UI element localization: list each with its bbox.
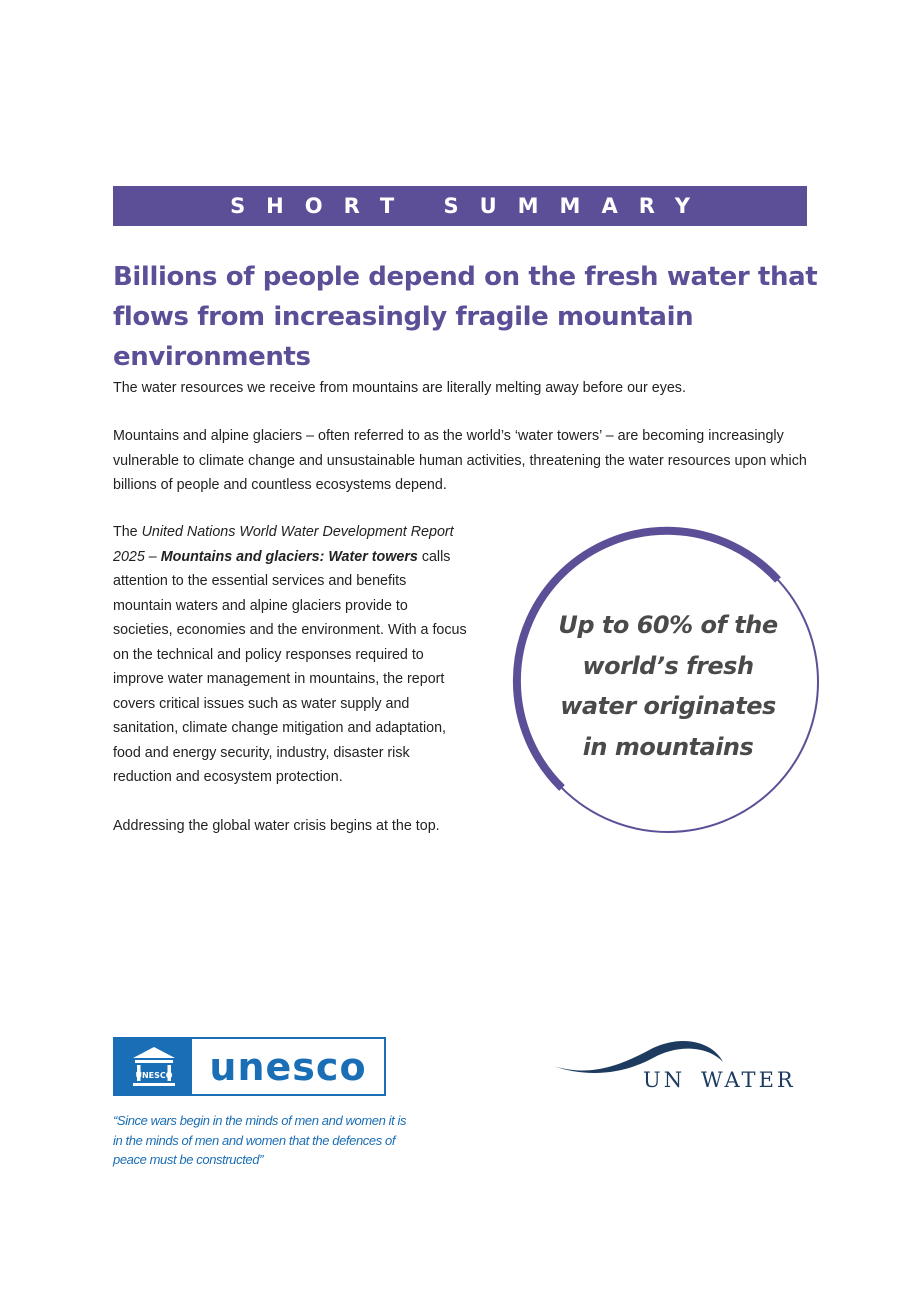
headline: Billions of people depend on the fresh water that flows from increasingly fragile mountain environments [113,262,818,372]
banner-label: SHORT SUMMARY [230,194,711,218]
water-text: WATER [701,1068,796,1092]
short-summary-banner [113,186,807,226]
report-description: calls attention to the essential services and benefits mountain waters and alpine glaciers provide to societies, economies and the environment. With a focus on the technical and policy responses required to improve water management in mountains, the report covers critical issues such as water supply and sanitation, climate change mitigation and adaptation, food and energy security, industry, disaster risk reduction and ecosystem protection. [113,548,467,785]
unesco-wordmark: unesco [209,1044,367,1089]
wave-icon [553,1041,723,1073]
report-subtitle: Mountains and glaciers: Water towers [160,548,418,565]
unesco-logo [113,1037,386,1096]
unesco-temple-icon [115,1039,192,1094]
unesco-emblem-text: UNESCO [134,1070,173,1080]
report-title: United Nations World Water Development Report 2025 – [113,524,454,565]
unesco-motto: “Since wars begin in the minds of men and women it is in the minds of men and women that the defences of peace must be constructed” [113,1113,407,1167]
paragraph-intro: The water resources we receive from mountains are literally melting away before our eyes. [113,380,686,396]
paragraph-report [113,520,468,790]
un-water-logo [553,1034,813,1094]
report-prefix: The [113,524,142,540]
un-text: UN [643,1068,686,1092]
paragraph-water-towers: Mountains and alpine glaciers – often referred to as the world’s ‘water towers’ – are becoming increasingly vulnerable to climate change and unsustainable human activities, threatening the water resources upon which billions of people and countless ecosystems depend. [113,428,807,493]
paragraph-closing: Addressing the global water crisis begins at the top. [113,818,440,834]
callout-text: Up to 60% of the world’s fresh water originates in mountains [558,611,778,761]
